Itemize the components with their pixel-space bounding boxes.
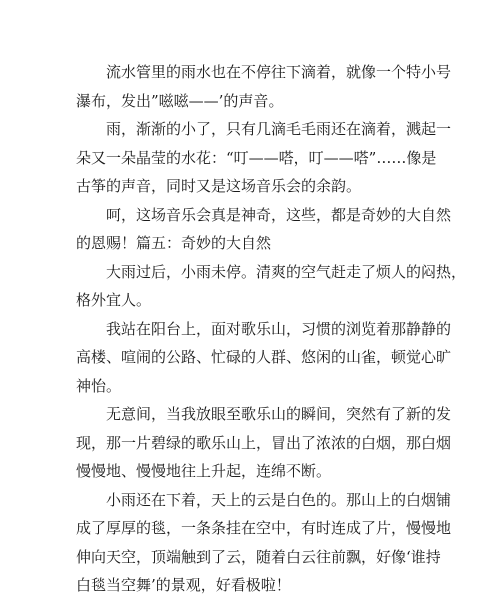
text-line: 现，那一片碧绿的歌乐山上，冒出了浓浓的白烟，那白烟 xyxy=(76,433,452,452)
article-body xyxy=(76,58,467,600)
text-line: 格外宜人。 xyxy=(76,291,152,309)
text-line: 小雨还在下着，天上的云是白色的。那山上的白烟铺 xyxy=(106,490,452,509)
text-line: 流水管里的雨水也在不停往下滴着，就像一个特小号 xyxy=(106,63,452,81)
paragraph-downpipe xyxy=(76,58,452,115)
text-line: 成了厚厚的毯，一条条挂在空中，有时连成了片，慢慢地 xyxy=(76,519,452,537)
text-line: 神怡。 xyxy=(76,376,122,395)
paragraph-balcony xyxy=(76,315,452,401)
text-line: 的恩赐！篇五：奇妙的大自然 xyxy=(76,234,272,252)
text-line: 我站在阳台上，面对歌乐山，习惯的浏览着那静静的 xyxy=(106,319,452,338)
text-line: 高楼、喧闹的公路、忙碌的人群、悠闲的山雀，顿觉心旷 xyxy=(76,348,452,366)
text-line: 瀑布，发出”嗞嗞——’的声音。 xyxy=(76,91,284,110)
text-line: 雨，渐渐的小了，只有几滴毛毛雨还在滴着，溅起一 xyxy=(106,120,452,138)
text-line: 白毯当空舞’的景观，好看极啦！ xyxy=(76,576,291,594)
paragraph-concert xyxy=(76,201,452,258)
paragraph-drizzle xyxy=(76,115,452,201)
paragraph-white-smoke xyxy=(76,400,452,486)
text-line: 朵又一朵晶莹的水花：“叮——嗒，叮——嗒”……像是 xyxy=(76,148,437,167)
paragraph-clouds xyxy=(76,486,452,600)
paragraph-after-rain xyxy=(76,258,467,315)
text-line: 伸向天空，顶端触到了云，随着白云往前飘，好像‘谁持 xyxy=(76,547,441,566)
text-line: 古筝的声音，同时又是这场音乐会的余韵。 xyxy=(76,177,362,195)
text-line: 大雨过后，小雨未停。清爽的空气赶走了烦人的闷热， xyxy=(106,262,467,281)
text-line: 慢慢地、慢慢地往上升起，连绵不断。 xyxy=(76,462,332,480)
text-line: 无意间，当我放眼至歌乐山的瞬间，突然有了新的发 xyxy=(106,405,452,423)
text-line: 呵，这场音乐会真是神奇，这些，都是奇妙的大自然 xyxy=(106,205,452,224)
